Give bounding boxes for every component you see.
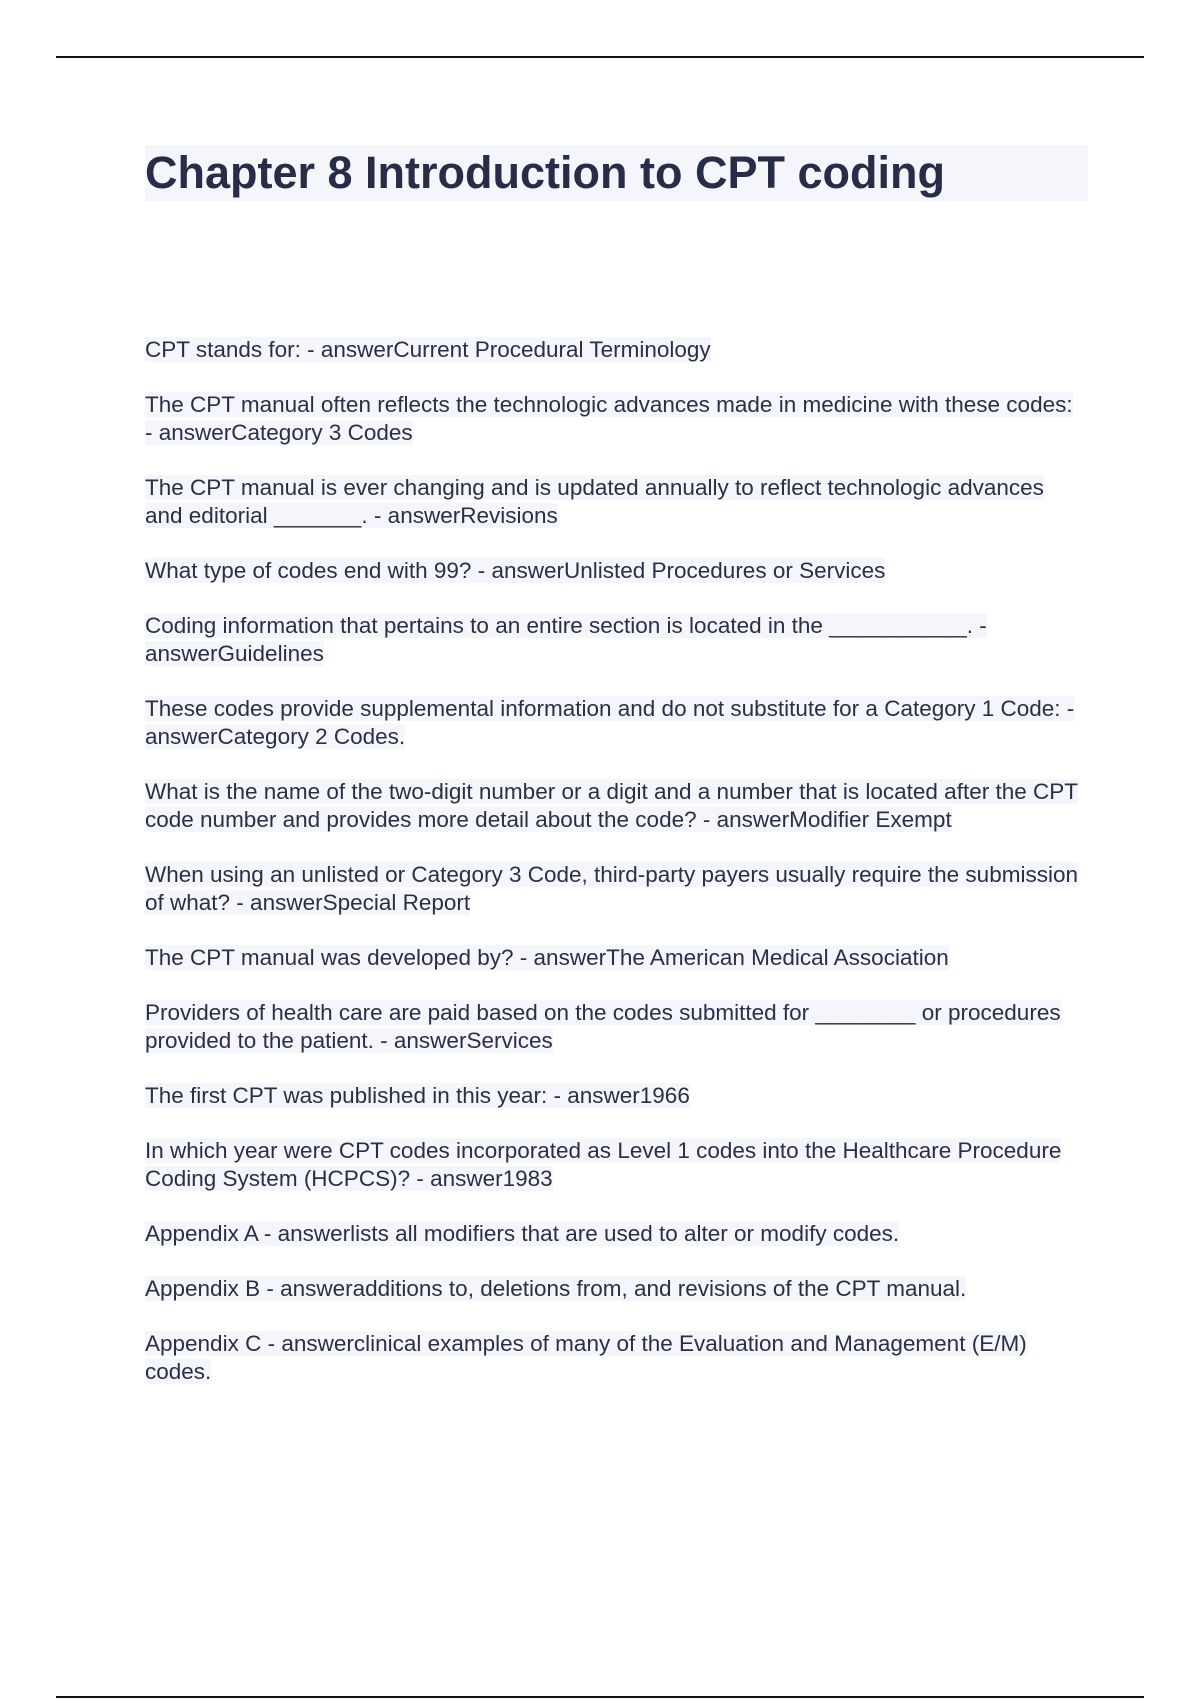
qa-item [145,612,1085,668]
qa-item [145,1082,1085,1110]
qa-text: Appendix C - answerclinical examples of many of the Evaluation and Management (E/M) codes. [145,1331,1027,1384]
qa-text: Coding information that pertains to an entire section is located in the ___________. - answerGuidelines [145,613,987,666]
qa-text: What is the name of the two-digit number or a digit and a number that is located after the CPT code number and provides more detail about the code? - answerModifier Exempt [145,779,1078,832]
qa-item [145,778,1085,834]
qa-item [145,695,1085,751]
qa-item [145,557,1085,585]
qa-text: What type of codes end with 99? - answerUnlisted Procedures or Services [145,558,886,583]
qa-item [145,1137,1085,1193]
qa-list [145,336,1085,1413]
qa-item [145,1220,1085,1248]
qa-text: The first CPT was published in this year: - answer1966 [145,1083,690,1108]
qa-item [145,999,1085,1055]
qa-item [145,1330,1085,1386]
qa-item [145,1275,1085,1303]
qa-text: The CPT manual often reflects the technologic advances made in medicine with these codes: - answerCategory 3 Codes [145,392,1073,445]
qa-item [145,944,1085,972]
top-rule [56,56,1144,58]
qa-item [145,861,1085,917]
bottom-rule [56,1696,1144,1698]
qa-text: The CPT manual is ever changing and is updated annually to reflect technologic advances and editorial _______. - answerRevisions [145,475,1044,528]
qa-text: In which year were CPT codes incorporated as Level 1 codes into the Healthcare Procedure Coding System (HCPCS)? - answer1983 [145,1138,1062,1191]
qa-item [145,474,1085,530]
qa-text: The CPT manual was developed by? - answerThe American Medical Association [145,945,949,970]
qa-text: CPT stands for: - answerCurrent Procedural Terminology [145,337,711,362]
qa-text: When using an unlisted or Category 3 Code, third-party payers usually require the submission of what? - answerSpecial Report [145,862,1078,915]
qa-text: Appendix A - answerlists all modifiers that are used to alter or modify codes. [145,1221,900,1246]
qa-item [145,336,1085,364]
qa-text: These codes provide supplemental information and do not substitute for a Category 1 Code: - answerCategory 2 Codes. [145,696,1075,749]
qa-text: Providers of health care are paid based on the codes submitted for ________ or procedures provided to the patient. - answerServices [145,1000,1061,1053]
page-title: Chapter 8 Introduction to CPT coding [145,145,1088,201]
qa-text: Appendix B - answeradditions to, deletions from, and revisions of the CPT manual. [145,1276,967,1301]
qa-item [145,391,1085,447]
